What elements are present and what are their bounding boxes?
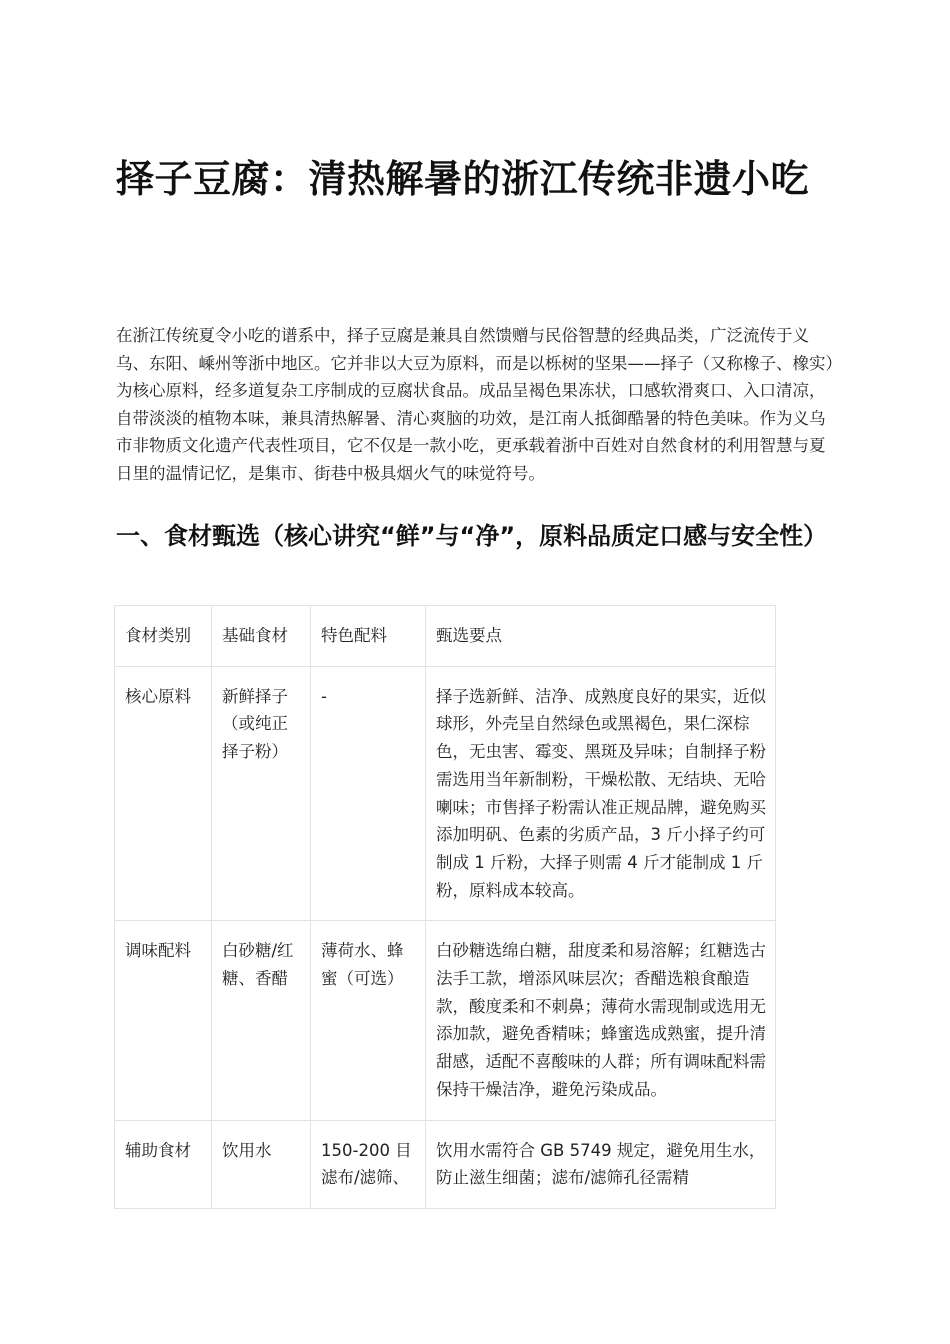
points-cell: 白砂糖选绵白糖，甜度柔和易溶解；红糖选古法手工款，增添风味层次；香醋选粮食酿造款，酸度柔和不刺鼻；薄荷水需现制或选用无添加款，避免香精味；蜂蜜选成熟蜜，提升清甜感，适配不喜酸味的人群；所有调味配料需保持干燥洁净，避免污染成品。	[426, 921, 776, 1120]
base-cell: 饮用水	[212, 1120, 311, 1208]
page-title: 择子豆腐：清热解暑的浙江传统非遗小吃	[116, 157, 810, 201]
special-cell: -	[311, 666, 426, 921]
header-cell: 特色配料	[311, 606, 426, 667]
table-header-row	[115, 606, 776, 667]
category-cell: 核心原料	[115, 666, 212, 921]
points-cell: 择子选新鲜、洁净、成熟度良好的果实，近似球形，外壳呈自然绿色或黑褐色，果仁深棕色，无虫害、霉变、黑斑及异味；自制择子粉需选用当年新制粉，干燥松散、无结块、无哈喇味；市售择子粉需认准正规品牌，避免购买添加明矾、色素的劣质产品，3 斤小择子约可制成 1 斤粉，大择子则需 4 斤才能制成 1 斤粉，原料成本较高。	[426, 666, 776, 921]
special-cell: 薄荷水、蜂蜜（可选）	[311, 921, 426, 1120]
ingredients-table	[114, 605, 776, 1209]
header-cell: 食材类别	[115, 606, 212, 667]
points-cell: 饮用水需符合 GB 5749 规定，避免用生水，防止滋生细菌；滤布/滤筛孔径需精	[426, 1120, 776, 1208]
intro-paragraph: 在浙江传统夏令小吃的谱系中，择子豆腐是兼具自然馈赠与民俗智慧的经典品类，广泛流传于义乌、东阳、嵊州等浙中地区。它并非以大豆为原料，而是以栎树的坚果——择子（又称橡子、橡实）为核心原料，经多道复杂工序制成的豆腐状食品。成品呈褐色果冻状，口感软滑爽口、入口清凉，自带淡淡的植物本味，兼具清热解暑、清心爽脑的功效，是江南人抵御酷暑的特色美味。作为义乌市非物质文化遗产代表性项目，它不仅是一款小吃，更承载着浙中百姓对自然食材的利用智慧与夏日里的温情记忆，是集市、街巷中极具烟火气的味觉符号。	[116, 326, 834, 483]
table-row	[115, 921, 776, 1120]
category-cell: 调味配料	[115, 921, 212, 1120]
special-cell: 150-200 目滤布/滤筛、	[311, 1120, 426, 1208]
table-row	[115, 1120, 776, 1208]
table-row	[115, 666, 776, 921]
section-heading: 一、食材甄选（核心讲究“鲜”与“净”，原料品质定口感与安全性）	[116, 522, 828, 550]
base-cell: 新鲜择子（或纯正择子粉）	[212, 666, 311, 921]
header-cell: 基础食材	[212, 606, 311, 667]
header-cell: 甄选要点	[426, 606, 776, 667]
base-cell: 白砂糖/红糖、香醋	[212, 921, 311, 1120]
category-cell: 辅助食材	[115, 1120, 212, 1208]
